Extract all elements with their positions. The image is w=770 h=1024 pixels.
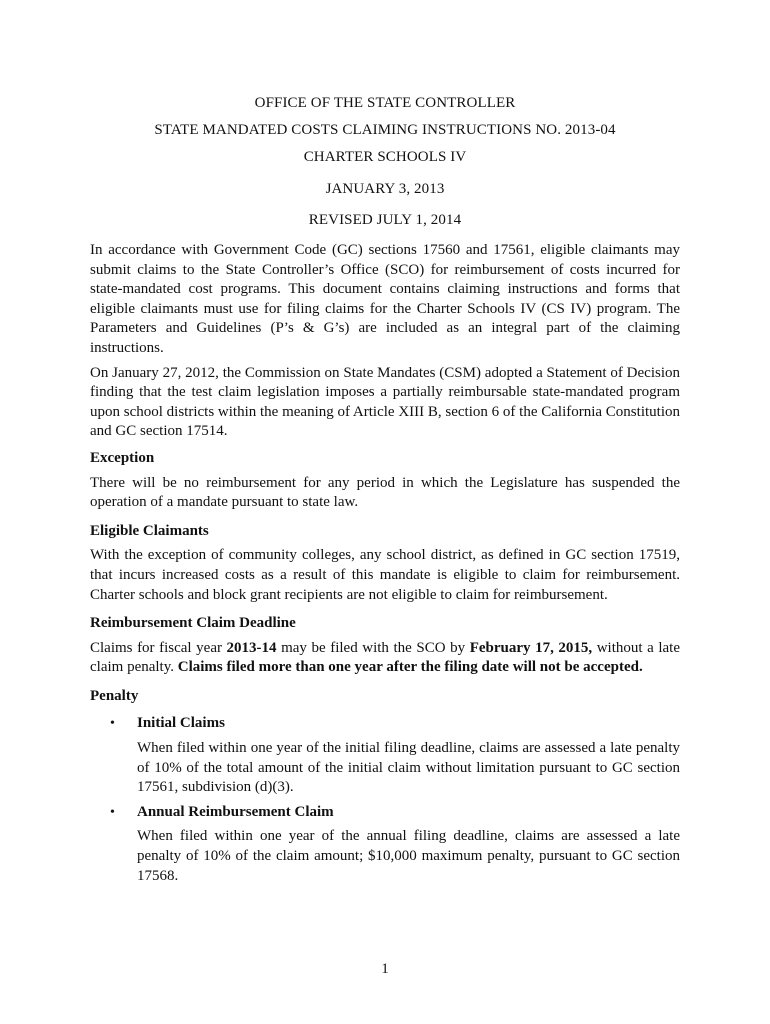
late-claim-warning: Claims filed more than one year after the filing date will not be accepted. <box>177 659 643 676</box>
instructions-title: STATE MANDATED COSTS CLAIMING INSTRUCTIONS NO. 2013-04 <box>154 122 616 138</box>
intro-paragraph: In accordance with Government Code (GC) sections 17560 and 17561, eligible claimants may submit claims to the State Controller’s Office (SCO) for reimbursement of costs incurred for state-mandated cost programs. This document contains claiming instructions and forms that eligible claimants must use for filing claims for the Charter Schools IV (CS IV) program. The Parameters and Guidelines (P’s & G’s) are included as an integral part of the claiming instructions. <box>90 242 680 356</box>
exception-heading: Exception <box>90 449 155 466</box>
deadline-date-value: February 17, 2015, <box>469 639 593 656</box>
page-number: 1 <box>381 961 389 977</box>
csm-paragraph: On January 27, 2012, the Commission on State Mandates (CSM) adopted a Statement of Decision finding that the test claim legislation imposes a partially reimbursable state-mandated program upon school districts within the meaning of Article XIII B, section 6 of the California Constitution and GC section 17514. <box>90 364 680 440</box>
deadline-text-1: Claims for fiscal year <box>90 639 227 656</box>
program-title: CHARTER SCHOOLS IV <box>303 149 467 165</box>
penalty-heading: Penalty <box>90 687 139 704</box>
eligible-claimants-paragraph: With the exception of community colleges, any school district, as defined in GC section 17519, that incurs increased costs as a result of this mandate is eligible to claim for reimbursement. Charter schools and block grant recipients are not eligible to claim for reimbursement. <box>90 547 680 603</box>
issue-date: JANUARY 3, 2013 <box>325 181 445 197</box>
body-content <box>90 241 680 886</box>
eligible-claimants-heading: Eligible Claimants <box>90 522 209 539</box>
office-title: OFFICE OF THE STATE CONTROLLER <box>254 95 516 111</box>
list-item <box>110 803 680 823</box>
deadline-text-2: may be filed with the SCO by <box>276 639 470 656</box>
list-item <box>110 714 680 734</box>
annual-claim-paragraph: When filed within one year of the annual filing deadline, claims are assessed a late penalty of 10% of the claim amount; $10,000 maximum penalty, pursuant to GC section 17568. <box>137 828 680 884</box>
claim-deadline-heading: Reimbursement Claim Deadline <box>90 615 296 632</box>
bullet-icon: • <box>110 804 115 820</box>
revised-date: REVISED JULY 1, 2014 <box>308 212 462 228</box>
bullet-icon: • <box>110 716 115 732</box>
claim-deadline-paragraph <box>90 639 680 678</box>
exception-paragraph: There will be no reimbursement for any period in which the Legislature has suspended the operation of a mandate pursuant to state law. <box>90 474 680 511</box>
initial-claims-heading: Initial Claims <box>137 715 225 732</box>
penalty-list <box>90 714 680 886</box>
deadline-text-3: without a late claim penalty. <box>90 639 680 676</box>
initial-claims-paragraph: When filed within one year of the initial filing deadline, claims are assessed a late penalty of 10% of the total amount of the initial claim without limitation pursuant to GC section 17561, subdivision (d)(3). <box>137 740 680 796</box>
fiscal-year-value: 2013-14 <box>226 639 277 656</box>
annual-claim-heading: Annual Reimbursement Claim <box>137 803 334 820</box>
